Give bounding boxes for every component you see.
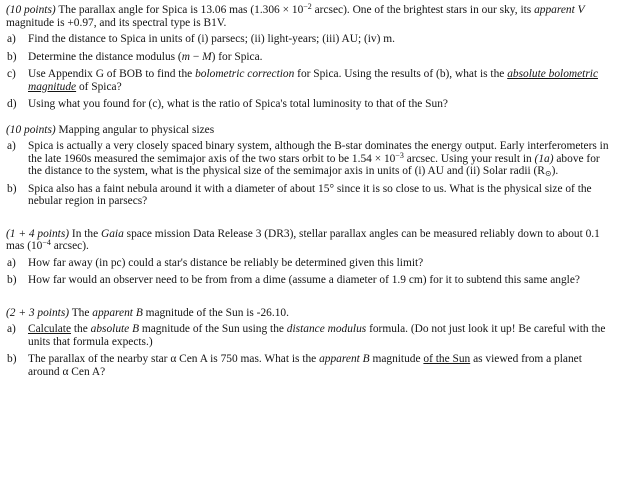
text-run: −4: [42, 238, 51, 247]
text-run: above for the distance to the system, what is the physical size of the semimajor axis in units of (i) AU and (ii) Solar radii (R: [28, 152, 600, 177]
text-run: magnitude: [369, 353, 424, 365]
document-page: [6, 4, 612, 383]
text-run: magnitude is +0.97, and its spectral type is B1V.: [6, 16, 227, 29]
question-list: [6, 257, 612, 287]
text-run: (10 points): [6, 123, 56, 136]
problem-intro: [6, 307, 612, 320]
text-run: as viewed from a planet around α Cen A?: [28, 353, 582, 378]
question-label: d): [7, 98, 17, 110]
question-text: [28, 257, 423, 269]
text-run: formula. (Do not just look it up! Be careful with the units that formula expects.): [28, 323, 606, 348]
problem-2: [6, 124, 612, 208]
question-label: a): [7, 256, 16, 269]
question-item: [6, 183, 612, 208]
text-run: ).: [551, 165, 559, 177]
question-text: [28, 274, 580, 286]
text-run: The parallax of the nearby star α Cen A is 750 mas. What is the: [28, 353, 320, 365]
text-run: arcsec).: [50, 240, 89, 252]
question-text: [28, 183, 592, 208]
question-label: b): [7, 50, 17, 63]
problem-4: [6, 307, 612, 379]
text-run: How far would an observer need to be from from a dime (assume a diameter of 1.9 cm) for it to subtend this same angle?: [28, 274, 580, 286]
question-label: b): [7, 182, 17, 195]
question-item: [6, 274, 612, 287]
question-text: [28, 68, 598, 93]
text-run: −: [189, 50, 203, 63]
text-run: space mission Data Release 3 (DR3), stellar parallax angles can be measured reliably down to about 0.1 mas (10: [6, 227, 600, 252]
text-run: Spica is actually a very closely spaced binary system, although the B-star dominates the energy output. Early interferometers in the late 1960s measured the semimajor axis of the two stars orbit to be 1.54 × 10: [28, 140, 609, 165]
question-label: a): [7, 33, 16, 45]
text-run: for Spica. Using the results of (b), what is the: [294, 68, 508, 80]
text-run: m: [181, 50, 190, 63]
text-run: absolute B: [90, 323, 140, 335]
question-item: [6, 323, 612, 348]
text-run: Mapping angular to physical sizes: [55, 123, 215, 136]
text-run: absolute bolometric magnitude: [28, 68, 599, 93]
text-run: (10 points): [6, 4, 56, 16]
problem-1: [6, 4, 612, 111]
question-label: b): [7, 274, 17, 286]
text-run: ⊙: [544, 169, 552, 178]
question-list: [6, 323, 612, 378]
question-label: c): [7, 68, 16, 80]
question-item: [6, 51, 612, 64]
question-list: [6, 140, 612, 208]
question-label: a): [7, 323, 16, 335]
text-run: magnitude of the Sun is -26.10.: [142, 306, 289, 319]
problem-3: [6, 228, 612, 287]
question-item: [6, 68, 612, 93]
question-text: [28, 98, 448, 110]
text-run: M: [202, 50, 212, 63]
text-run: the: [71, 323, 91, 335]
text-run: Use Appendix G of BOB to find the: [28, 68, 196, 80]
question-text: [28, 140, 609, 177]
text-run: apparent B: [92, 306, 143, 319]
text-run: −3: [395, 150, 404, 160]
text-run: Determine the distance modulus (: [28, 50, 182, 63]
text-run: Find the distance to Spica in units of (i) parsecs; (ii) light-years; (iii) AU; (iv) m.: [28, 33, 395, 45]
problem-intro: [6, 4, 612, 29]
question-text: [28, 323, 605, 348]
text-run: arcsec). One of the brightest stars in our sky, its: [311, 4, 535, 16]
text-run: −2: [303, 2, 312, 11]
text-run: How far away (in pc) could a star's distance be reliably be determined given this limit?: [28, 256, 424, 269]
text-run: magnitude of the Sun using the: [139, 323, 287, 335]
text-run: Calculate: [28, 323, 72, 335]
text-run: distance modulus: [286, 323, 367, 335]
text-run: bolometric correction: [195, 68, 295, 80]
text-run: apparent V: [534, 4, 585, 16]
problem-intro: [6, 124, 612, 137]
question-text: [28, 33, 395, 45]
text-run: (2 + 3 points): [6, 306, 70, 319]
question-text: [28, 51, 263, 63]
text-run: ) for Spica.: [211, 50, 263, 63]
text-run: Using what you found for (c), what is the ratio of Spica's total luminosity to that of the Sun?: [28, 98, 448, 110]
text-run: of the Sun: [423, 353, 471, 365]
question-item: [6, 257, 612, 270]
text-run: The parallax angle for Spica is 13.06 mas (1.306 × 10: [55, 4, 304, 16]
text-run: arcsec. Using your result in: [403, 152, 535, 165]
question-item: [6, 353, 612, 378]
text-run: of Spica?: [76, 80, 122, 93]
question-list: [6, 33, 612, 111]
text-run: (1 + 4 points): [6, 227, 70, 240]
text-run: Spica also has a faint nebula around it with a diameter of about 15° since it is so close to us. What is the physical size of the nebular region in parsecs?: [28, 182, 592, 207]
text-run: Gaia: [101, 227, 124, 240]
question-item: [6, 33, 612, 46]
question-item: [6, 140, 612, 178]
question-label: a): [7, 140, 16, 152]
text-run: The: [69, 306, 93, 319]
question-label: b): [7, 353, 17, 365]
text-run: (1a): [534, 152, 554, 165]
text-run: apparent B: [319, 353, 370, 365]
question-text: [28, 353, 582, 378]
text-run: In the: [69, 227, 102, 240]
problem-intro: [6, 228, 612, 253]
question-item: [6, 98, 612, 111]
